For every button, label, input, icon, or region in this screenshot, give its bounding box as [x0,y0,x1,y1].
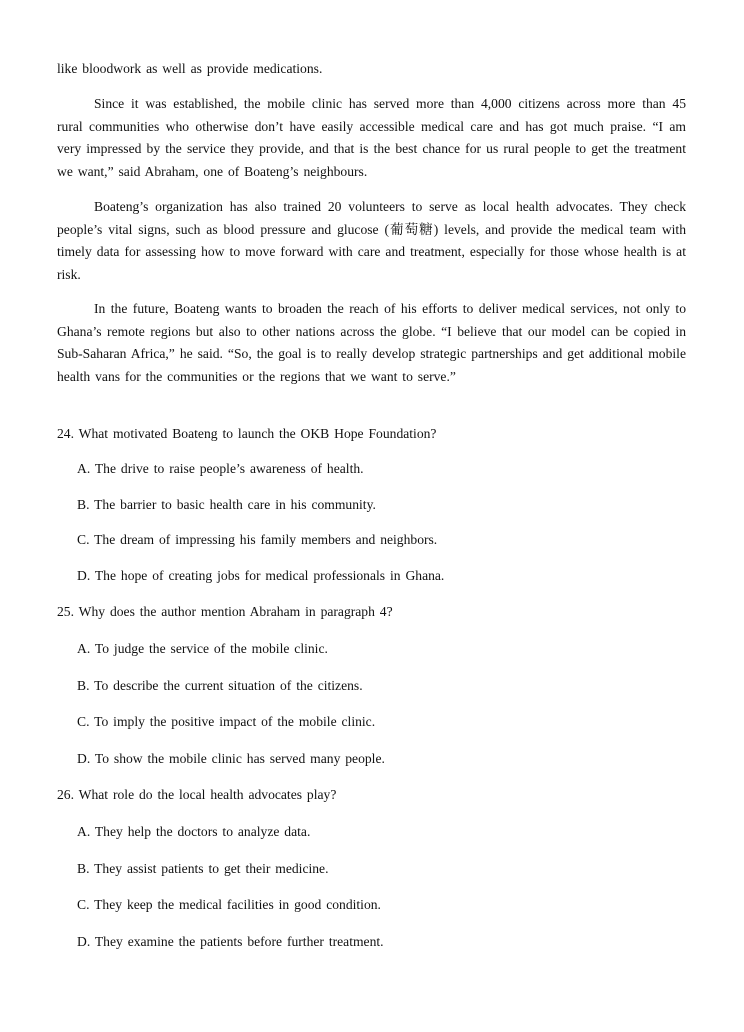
option-d: D. The hope of creating jobs for medical professionals in Ghana. [77,568,445,583]
paragraph-4: Since it was established, the mobile clinic has served more than 4,000 citizens across more than 45 rural communities who otherwise don’t have easily accessible medical care and has got much praise. “I am very impressed by the service they provide, and that is the best chance for us rural people to get the treatment we want,” said Abraham, one of Boateng’s neighbours. [57,96,686,179]
option-d: D. They examine the patients before further treatment. [77,934,384,949]
paragraph-6: In the future, Boateng wants to broaden the reach of his efforts to deliver medical services, not only to Ghana’s remote regions but also to other nations across the globe. “I believe that our model can be copied in Sub-Saharan Africa,” he said. “So, the goal is to really develop strategic partnerships and get additional mobile health vans for the communities or the regions that we want to serve.” [57,301,686,384]
question-stem: 26. What role do the local health advocates play? [57,787,337,802]
paragraph-5: Boateng’s organization has also trained 20 volunteers to serve as local health advocates. They check people’s vital signs, such as blood pressure and glucose (葡萄糖) levels, and provide the medical team with timely data for assessing how to move forward with care and treatment, especially for those whose health is at risk. [57,199,686,282]
option-c: C. To imply the positive impact of the mobile clinic. [77,714,376,729]
option-c: C. They keep the medical facilities in good condition. [77,897,381,912]
question-stem: 24. What motivated Boateng to launch the OKB Hope Foundation? [57,426,437,441]
option-a: A. They help the doctors to analyze data. [77,824,311,839]
option-b: B. The barrier to basic health care in his community. [77,497,376,512]
option-c: C. The dream of impressing his family members and neighbors. [77,532,438,547]
option-a: A. The drive to raise people’s awareness of health. [77,461,364,476]
paragraph-continuation: like bloodwork as well as provide medications. [57,61,323,76]
option-a: A. To judge the service of the mobile clinic. [77,641,328,656]
question-stem: 25. Why does the author mention Abraham in paragraph 4? [57,604,393,619]
option-d: D. To show the mobile clinic has served many people. [77,751,385,766]
option-b: B. To describe the current situation of the citizens. [77,678,363,693]
option-b: B. They assist patients to get their medicine. [77,861,329,876]
